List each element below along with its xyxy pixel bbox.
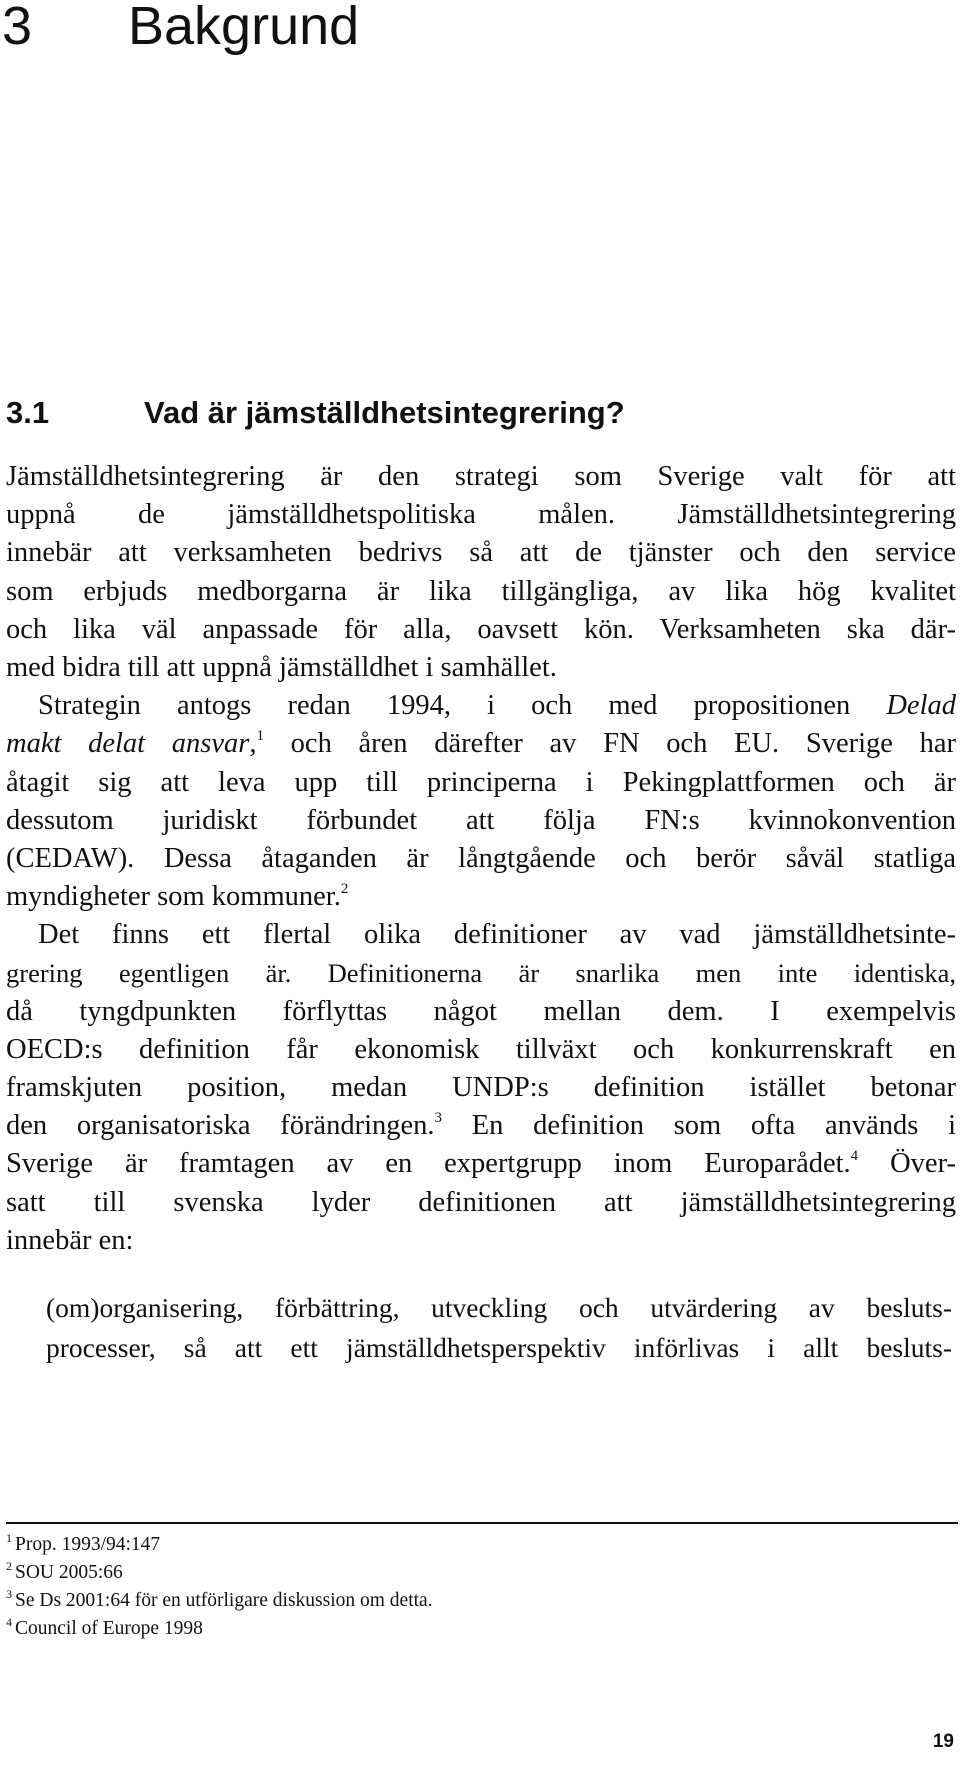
text-line bbox=[6, 725, 956, 763]
italic-title: Delad bbox=[886, 690, 956, 722]
footnote bbox=[6, 1559, 906, 1587]
footnote-text: Prop. 1993/94:147 bbox=[15, 1534, 161, 1555]
quote-line: (om)organisering, förbättring, utveckling och utvärdering av besluts- bbox=[46, 1292, 952, 1323]
page-number: 19 bbox=[932, 1731, 954, 1752]
text-line: framskjuten position, medan UNDP:s definition istället betonar bbox=[6, 1072, 956, 1103]
footnote-ref-4: 4 bbox=[850, 1148, 859, 1165]
text-run: En definition som ofta används i bbox=[442, 1110, 956, 1142]
text-line: dessutom juridiskt förbundet att följa FN:s kvinnokonvention bbox=[6, 804, 956, 836]
text-line: och lika väl anpassade för alla, oavsett kön. Verksamheten ska där- bbox=[6, 613, 956, 645]
text-line: grering egentligen är. Definitionerna är snarlika men inte identiska, bbox=[6, 958, 956, 989]
paragraph-1 bbox=[6, 458, 956, 687]
footnote-number: 4 bbox=[6, 1615, 12, 1629]
section-heading bbox=[6, 393, 625, 433]
footnote-ref-2: 2 bbox=[340, 881, 349, 898]
footnote bbox=[6, 1531, 906, 1559]
footnote-number: 3 bbox=[6, 1587, 12, 1601]
italic-title: makt delat ansvar bbox=[6, 728, 250, 760]
text-line: åtagit sig att leva upp till principerna i Pekingplattformen och är bbox=[6, 766, 956, 798]
footnote-text: Council of Europe 1998 bbox=[15, 1618, 203, 1639]
footnote-number: 2 bbox=[6, 1559, 12, 1573]
paragraph-2 bbox=[6, 687, 956, 916]
text-line bbox=[6, 1107, 956, 1145]
text-line: Det finns ett flertal olika definitioner av vad jämställdhetsinte- bbox=[38, 919, 956, 951]
text-line: med bidra till att uppnå jämställdhet i samhället. bbox=[6, 651, 557, 683]
text-line: innebär att verksamheten bedrivs så att de tjänster och den service bbox=[6, 537, 956, 569]
text-line: OECD:s definition får ekonomisk tillväxt och konkurrenskraft en bbox=[6, 1033, 956, 1065]
footnote-ref-1: 1 bbox=[256, 728, 264, 745]
footnote-text: Se Ds 2001:64 för en utförligare diskussion om detta. bbox=[15, 1590, 433, 1611]
text-line: satt till svenska lyder definitionen att jämställdhetsintegrering bbox=[6, 1186, 956, 1218]
footnote-divider bbox=[6, 1522, 958, 1524]
section-title-text: Vad är jämställdhetsintegrering? bbox=[144, 395, 625, 430]
chapter-title bbox=[2, 0, 359, 58]
text-line: Jämställdhetsintegrering är den strategi som Sverige valt för att bbox=[6, 461, 956, 492]
text-run: , bbox=[249, 728, 257, 760]
footnote-ref-3: 3 bbox=[434, 1110, 443, 1127]
chapter-number: 3 bbox=[2, 0, 33, 56]
footnote-number: 1 bbox=[6, 1531, 12, 1545]
section-number: 3.1 bbox=[6, 395, 50, 430]
text-line: uppnå de jämställdhetspolitiska målen. Jämställdhetsintegrering bbox=[6, 499, 956, 531]
chapter-title-text: Bakgrund bbox=[128, 0, 360, 56]
footnotes bbox=[6, 1531, 906, 1643]
text-line bbox=[6, 878, 956, 916]
text-run: Över- bbox=[858, 1148, 956, 1180]
block-quote bbox=[46, 1288, 952, 1368]
footnote bbox=[6, 1587, 906, 1615]
text-run: Sverige är framtagen av en expertgrupp inom Europarådet. bbox=[6, 1148, 851, 1180]
text-run: myndigheter som kommuner. bbox=[6, 881, 341, 913]
text-run: och åren därefter av FN och EU. Sverige har bbox=[263, 728, 957, 760]
text-line bbox=[6, 1145, 956, 1183]
text-run: den organisatoriska förändringen. bbox=[6, 1110, 435, 1142]
paragraph-3 bbox=[6, 916, 956, 1260]
footnote bbox=[6, 1615, 906, 1643]
quote-line: processer, så att ett jämställdhetsperspektiv införlivas i allt besluts- bbox=[46, 1332, 952, 1363]
body-text bbox=[6, 458, 956, 1260]
text-line: då tyngdpunkten förflyttas något mellan dem. I exempelvis bbox=[6, 995, 956, 1027]
text-run: Strategin antogs redan 1994, i och med propositionen bbox=[38, 690, 887, 722]
text-line bbox=[6, 687, 956, 725]
text-line: som erbjuds medborgarna är lika tillgängliga, av lika hög kvalitet bbox=[6, 575, 956, 607]
footnote-text: SOU 2005:66 bbox=[15, 1562, 123, 1583]
text-line: innebär en: bbox=[6, 1224, 134, 1256]
text-line: (CEDAW). Dessa åtaganden är långtgående och berör såväl statliga bbox=[6, 842, 956, 874]
